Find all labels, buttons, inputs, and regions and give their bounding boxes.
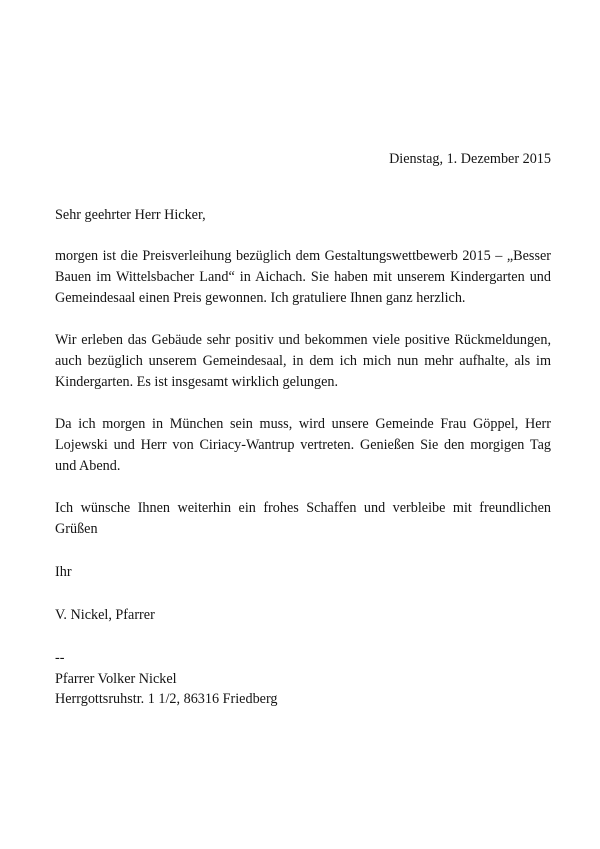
letter-signature-name: V. Nickel, Pfarrer — [55, 607, 155, 624]
letter-salutation: Sehr geehrter Herr Hicker, — [55, 207, 206, 224]
letter-paragraph-1: morgen ist die Preisverleihung bezüglich dem Gestaltungswettbewerb 2015 – „Besser Bauen im Wittelsbacher Land“ in Aichach. Sie haben mit unserem Kindergarten und Gemeindesaal einen Preis gewonnen. Ich gratuliere Ihnen ganz herzlich. — [55, 247, 551, 306]
signature-footer-name: Pfarrer Volker Nickel — [55, 670, 177, 687]
letter-paragraph-4: Ich wünsche Ihnen weiterhin ein frohes Schaffen und verbleibe mit freundlichen Grüßen — [55, 500, 551, 538]
letter-paragraph-3: Da ich morgen in München sein muss, wird unsere Gemeinde Frau Göppel, Herr Lojewski und Herr von Ciriacy-Wantrup vertreten. Genießen Sie den morgigen Tag und Abend. — [55, 416, 551, 475]
letter-paragraph-2: Wir erleben das Gebäude sehr positiv und bekommen viele positive Rückmeldungen, auch bezüglich unserem Gemeindesaal, in dem ich mich nun mehr aufhalte, als im Kindergarten. Es ist insgesamt wirklich gelungen. — [55, 331, 551, 390]
letter-closing: Ihr — [55, 564, 72, 581]
signature-footer-block — [55, 648, 551, 710]
signature-footer-address: Herrgottsruhstr. 1 1/2, 86316 Friedberg — [55, 691, 278, 708]
letter-content — [55, 0, 551, 710]
signature-separator: -- — [55, 650, 65, 667]
letter-date: Dienstag, 1. Dezember 2015 — [389, 151, 551, 167]
